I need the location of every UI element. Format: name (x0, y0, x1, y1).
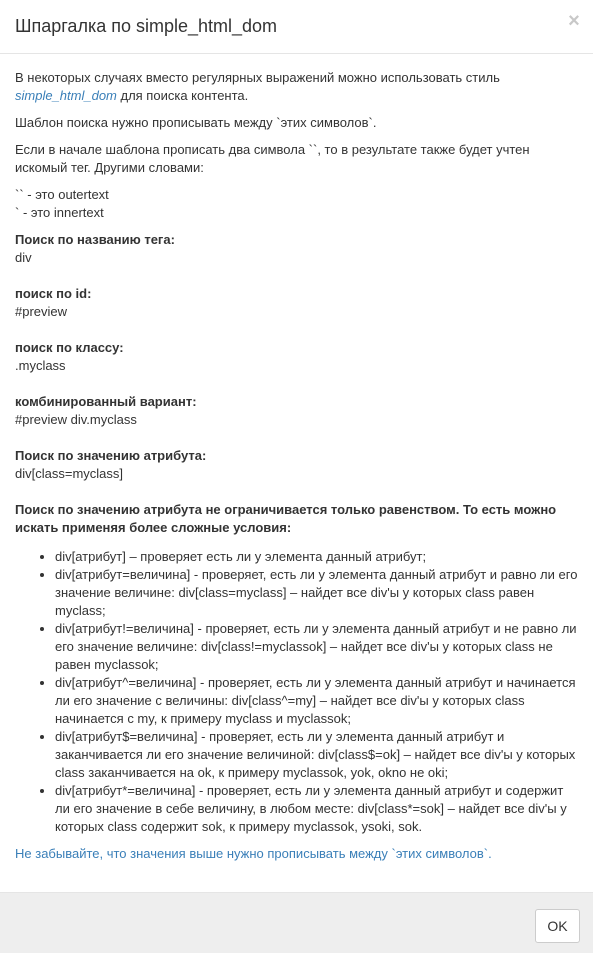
conditions-list (15, 548, 580, 836)
innertext-line: ` - это innertext (15, 205, 104, 220)
list-item: • div[атрибут] – проверяет есть ли у элемента данный атрибут; (55, 548, 580, 566)
example-heading: комбинированный вариант: (15, 394, 197, 409)
modal-header (0, 0, 593, 54)
intro-text-before: В некоторых случаях вместо регулярных выражений можно использовать стиль (15, 70, 500, 85)
example-heading: Поиск по названию тега: (15, 232, 175, 247)
intro-paragraph-1 (15, 69, 580, 105)
example-value: #preview div.myclass (15, 412, 137, 427)
intro-paragraph-2: Шаблон поиска нужно прописывать между `этих символов`. (15, 115, 377, 130)
simple-html-dom-link[interactable]: simple_html_dom (15, 88, 117, 103)
ok-button[interactable]: OK (535, 909, 580, 943)
outer-inner-legend (15, 186, 580, 222)
example-tag (15, 231, 580, 267)
intro-text-after: для поиска контента. (116, 88, 249, 103)
modal-footer (0, 892, 593, 953)
complex-conditions-heading: Поиск по значению атрибута не ограничивается только равенством. То есть можно искать применяя более сложные условия: (15, 502, 557, 535)
outertext-line: `` - это outertext (15, 187, 109, 202)
example-heading: поиск по классу: (15, 340, 124, 355)
list-item: • div[атрибут=величина] - проверяет, есть ли у элемента данный атрибут и равно ли его значение величине: div[class=myclass] – найдет все div'ы у которых class равен myclass; (55, 566, 580, 620)
list-item: • div[атрибут*=величина] - проверяет, есть ли у элемента данный атрибут и содержит ли его значение в себе величину, в любом месте: div[class*=sok] – найдет все div'ы у которых class содержит sok, к примеру myclassok, ysoki, sok. (55, 782, 580, 836)
example-value: .myclass (15, 358, 66, 373)
example-value: div (15, 250, 32, 265)
example-heading: Поиск по значению атрибута: (15, 448, 207, 463)
list-item: • div[атрибут!=величина] - проверяет, есть ли у элемента данный атрибут и не равно ли его значение величине: div[class!=myclassok] – найдет все div'ы у которых class не равен myclassok; (55, 620, 580, 674)
example-class (15, 339, 580, 375)
close-icon[interactable]: × (568, 10, 580, 32)
list-item: • div[атрибут$=величина] - проверяет, есть ли у элемента данный атрибут и заканчивается ли его значение величиной: div[class$=ok] – найдет все div'ы у которых class заканчивается на ok, к примеру myclassok, yok, okno не oki; (55, 728, 580, 782)
example-id (15, 285, 580, 321)
example-value: div[class=myclass] (15, 466, 123, 481)
modal-body (15, 69, 580, 872)
example-attribute (15, 447, 580, 483)
example-heading: поиск по id: (15, 286, 92, 301)
example-value: #preview (15, 304, 68, 319)
example-combined (15, 393, 580, 429)
intro-paragraph-3: Если в начале шаблона прописать два символа ``, то в результате также будет учтен искомый тег. Другими словами: (15, 142, 530, 175)
list-item: • div[атрибут^=величина] - проверяет, есть ли у элемента данный атрибут и начинается ли его значение с величины: div[class^=my] – найдет все div'ы у которых class начинается с my, к примеру myclass и myclassok; (55, 674, 580, 728)
modal-title: Шпаргалка по simple_html_dom (15, 16, 278, 36)
reminder-note: Не забывайте, что значения выше нужно прописывать между `этих символов`. (15, 846, 492, 861)
